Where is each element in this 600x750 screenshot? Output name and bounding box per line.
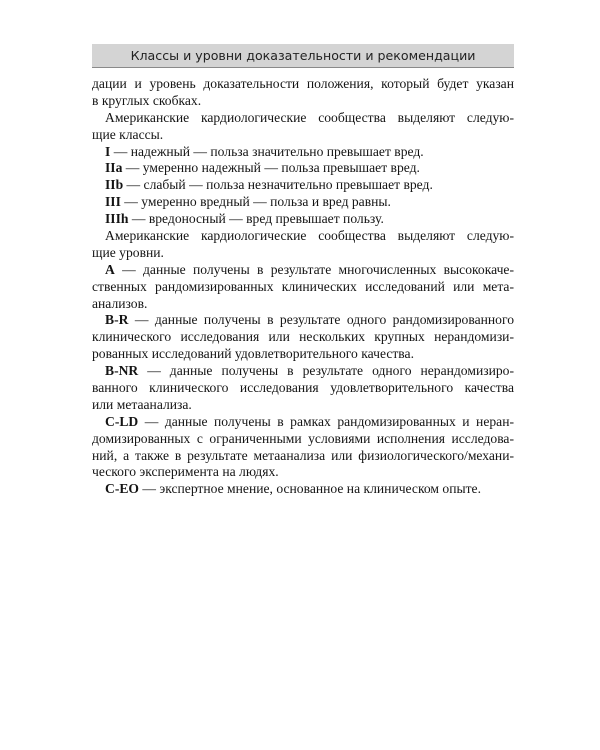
class-desc: — умеренно надежный — польза превышает вред. bbox=[122, 160, 420, 176]
class-item bbox=[92, 194, 514, 211]
level-term: A bbox=[105, 261, 115, 277]
class-term: I bbox=[105, 143, 111, 159]
text-line: Американские кардиологические сообщества выделяют следую- bbox=[105, 228, 514, 244]
text-line: клинического исследования или нескольких крупных нерандомизи- bbox=[92, 329, 514, 345]
text-line: анализов. bbox=[92, 295, 148, 311]
text-line: щие уровни. bbox=[92, 244, 164, 260]
level-item-b-r bbox=[92, 312, 514, 329]
text-line: в круглых скобках. bbox=[92, 92, 202, 108]
page-body-text bbox=[92, 76, 514, 498]
class-item bbox=[92, 160, 514, 177]
class-term: III bbox=[105, 194, 121, 210]
level-desc: — данные получены в рамках рандомизированных и неран- bbox=[138, 413, 514, 429]
class-desc: — вредоносный — вред превышает пользу. bbox=[128, 211, 384, 227]
class-term: IIa bbox=[105, 160, 123, 176]
class-desc: — надежный — польза значительно превышает вред. bbox=[110, 143, 424, 159]
class-term: IIIh bbox=[105, 211, 129, 227]
class-item bbox=[92, 177, 514, 194]
class-term: IIb bbox=[105, 177, 124, 193]
level-term: C-EO bbox=[105, 481, 139, 497]
class-item bbox=[92, 211, 514, 228]
running-header: Классы и уровни доказательности и рекомендации bbox=[92, 44, 514, 68]
text-line: ственных рандомизированных клинических исследований или мета- bbox=[92, 278, 514, 294]
class-desc: — слабый — польза незначительно превышает вред. bbox=[123, 177, 433, 193]
text-line: ческого эксперимента на людях. bbox=[92, 464, 279, 480]
level-term: B-R bbox=[105, 312, 129, 328]
level-item-a bbox=[92, 262, 514, 279]
text-line: ний, а также в результате метаанализа или физиологического/механи- bbox=[92, 447, 514, 463]
level-item-c-eo bbox=[92, 481, 514, 498]
level-desc: — данные получены в результате многочисленных высококаче- bbox=[114, 261, 514, 277]
text-line: или метаанализа. bbox=[92, 396, 192, 412]
text-line: дации и уровень доказательности положения, который будет указан bbox=[92, 76, 514, 91]
level-desc: — экспертное мнение, основанное на клиническом опыте. bbox=[138, 481, 481, 497]
level-desc: — данные получены в результате одного нерандомизиро- bbox=[138, 363, 514, 379]
text-line: ванного клинического исследования удовлетворительного качества bbox=[92, 380, 514, 396]
text-line: рованных исследований удовлетворительного качества. bbox=[92, 346, 414, 362]
level-desc: — данные получены в результате одного рандомизированного bbox=[128, 312, 514, 328]
level-item-b-nr bbox=[92, 363, 514, 380]
text-line: щие классы. bbox=[92, 126, 164, 142]
level-item-c-ld bbox=[92, 414, 514, 431]
class-item bbox=[92, 144, 514, 161]
text-line: Американские кардиологические сообщества выделяют следую- bbox=[105, 109, 514, 125]
text-line: домизированных с ограниченными условиями исполнения исследова- bbox=[92, 430, 514, 446]
level-term: C-LD bbox=[105, 413, 139, 429]
class-desc: — умеренно вредный — польза и вред равны. bbox=[120, 194, 391, 210]
level-term: B-NR bbox=[105, 363, 139, 379]
